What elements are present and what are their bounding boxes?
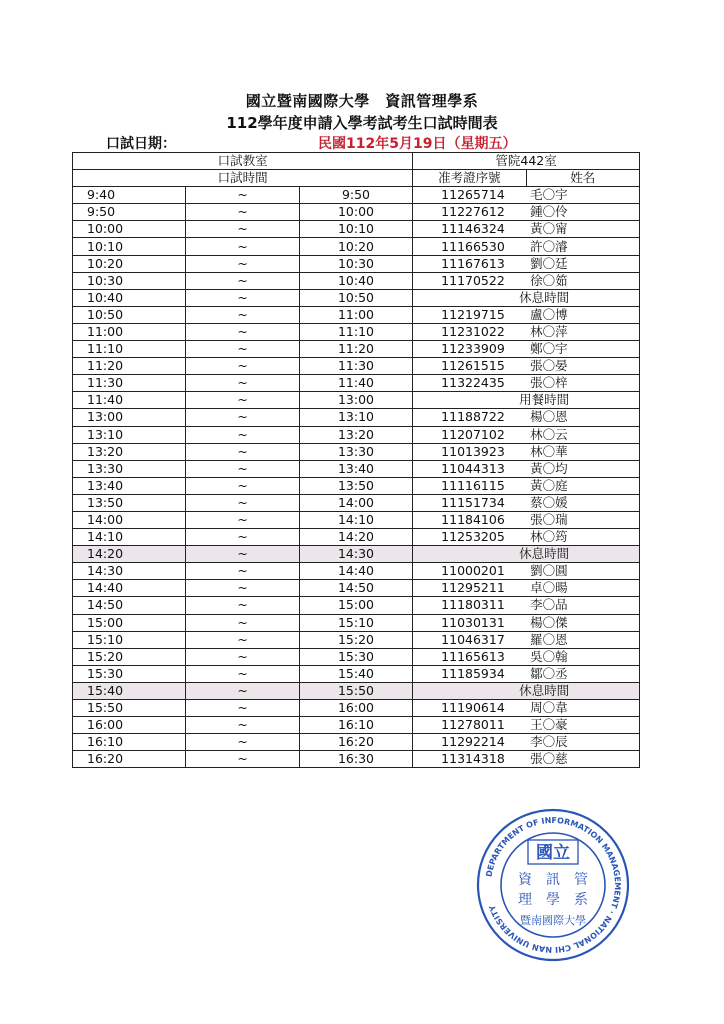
tilde-separator: ~ bbox=[186, 648, 299, 665]
break-row bbox=[73, 546, 640, 563]
tilde-separator: ~ bbox=[186, 323, 299, 340]
end-time: 11:40 bbox=[299, 375, 412, 392]
start-time: 13:20 bbox=[73, 443, 186, 460]
table-row bbox=[73, 187, 640, 204]
name-header: 姓名 bbox=[526, 170, 639, 187]
end-time: 16:20 bbox=[299, 734, 412, 751]
start-time: 13:00 bbox=[73, 409, 186, 426]
exam-id: 11180311 bbox=[413, 597, 526, 614]
tilde-separator: ~ bbox=[186, 682, 299, 699]
table-row bbox=[73, 255, 640, 272]
start-time: 14:10 bbox=[73, 529, 186, 546]
start-time: 11:00 bbox=[73, 323, 186, 340]
exam-id: 11188722 bbox=[413, 409, 526, 426]
start-time: 15:10 bbox=[73, 631, 186, 648]
exam-id: 11030131 bbox=[413, 614, 526, 631]
start-time: 14:30 bbox=[73, 563, 186, 580]
tilde-separator: ~ bbox=[186, 511, 299, 528]
exam-id: 11207102 bbox=[413, 426, 526, 443]
table-row bbox=[73, 443, 640, 460]
exam-id: 11151734 bbox=[413, 494, 526, 511]
table-row bbox=[73, 409, 640, 426]
start-time: 15:40 bbox=[73, 682, 186, 699]
candidate-name: 徐〇筎 bbox=[526, 272, 639, 289]
tilde-separator: ~ bbox=[186, 477, 299, 494]
tilde-separator: ~ bbox=[186, 597, 299, 614]
end-time: 14:00 bbox=[299, 494, 412, 511]
break-row bbox=[73, 392, 640, 409]
start-time: 10:00 bbox=[73, 221, 186, 238]
table-row bbox=[73, 494, 640, 511]
exam-id: 11231022 bbox=[413, 323, 526, 340]
start-time: 16:10 bbox=[73, 734, 186, 751]
exam-id: 11314318 bbox=[413, 751, 526, 768]
candidate-name: 鄭〇宇 bbox=[526, 341, 639, 358]
tilde-separator: ~ bbox=[186, 358, 299, 375]
end-time: 13:00 bbox=[299, 392, 412, 409]
exam-id: 11233909 bbox=[413, 341, 526, 358]
table-row bbox=[73, 700, 640, 717]
start-time: 16:20 bbox=[73, 751, 186, 768]
tilde-separator: ~ bbox=[186, 631, 299, 648]
tilde-separator: ~ bbox=[186, 700, 299, 717]
candidate-name: 蔡〇媛 bbox=[526, 494, 639, 511]
candidate-name: 楊〇傑 bbox=[526, 614, 639, 631]
tilde-separator: ~ bbox=[186, 717, 299, 734]
candidate-name: 許〇濬 bbox=[526, 238, 639, 255]
table-row bbox=[73, 511, 640, 528]
table-row bbox=[73, 631, 640, 648]
candidate-name: 楊〇恩 bbox=[526, 409, 639, 426]
stamp-line1: 國立 bbox=[536, 843, 570, 863]
candidate-name: 林〇筠 bbox=[526, 529, 639, 546]
end-time: 15:50 bbox=[299, 682, 412, 699]
start-time: 16:00 bbox=[73, 717, 186, 734]
break-row bbox=[73, 289, 640, 306]
end-time: 16:10 bbox=[299, 717, 412, 734]
end-time: 13:40 bbox=[299, 460, 412, 477]
exam-id: 11190614 bbox=[413, 700, 526, 717]
exam-id: 11170522 bbox=[413, 272, 526, 289]
start-time: 10:40 bbox=[73, 289, 186, 306]
end-time: 16:00 bbox=[299, 700, 412, 717]
document-subtitle: 112學年度申請入學考試考生口試時間表 bbox=[226, 114, 498, 132]
exam-id: 11146324 bbox=[413, 221, 526, 238]
end-time: 11:30 bbox=[299, 358, 412, 375]
room-value: 管院442室 bbox=[413, 153, 640, 170]
tilde-separator: ~ bbox=[186, 751, 299, 768]
tilde-separator: ~ bbox=[186, 375, 299, 392]
table-row bbox=[73, 341, 640, 358]
exam-id: 11167613 bbox=[413, 255, 526, 272]
end-time: 10:20 bbox=[299, 238, 412, 255]
interview-schedule-table bbox=[72, 152, 640, 768]
candidate-name: 劉〇圓 bbox=[526, 563, 639, 580]
end-time: 14:10 bbox=[299, 511, 412, 528]
break-label: 休息時間 bbox=[413, 289, 640, 306]
exam-id: 11013923 bbox=[413, 443, 526, 460]
end-time: 10:30 bbox=[299, 255, 412, 272]
table-row bbox=[73, 460, 640, 477]
exam-id: 11278011 bbox=[413, 717, 526, 734]
table-row bbox=[73, 614, 640, 631]
table-row bbox=[73, 563, 640, 580]
candidate-name: 張〇晏 bbox=[526, 358, 639, 375]
start-time: 13:30 bbox=[73, 460, 186, 477]
tilde-separator: ~ bbox=[186, 187, 299, 204]
exam-id: 11227612 bbox=[413, 204, 526, 221]
table-row bbox=[73, 665, 640, 682]
tilde-separator: ~ bbox=[186, 494, 299, 511]
start-time: 10:50 bbox=[73, 306, 186, 323]
table-row bbox=[73, 238, 640, 255]
exam-id: 11265714 bbox=[413, 187, 526, 204]
tilde-separator: ~ bbox=[186, 221, 299, 238]
start-time: 14:20 bbox=[73, 546, 186, 563]
department-seal-stamp bbox=[476, 808, 630, 962]
table-row bbox=[73, 751, 640, 768]
tilde-separator: ~ bbox=[186, 204, 299, 221]
candidate-name: 林〇云 bbox=[526, 426, 639, 443]
end-time: 15:40 bbox=[299, 665, 412, 682]
tilde-separator: ~ bbox=[186, 443, 299, 460]
candidate-name: 林〇萍 bbox=[526, 323, 639, 340]
end-time: 13:10 bbox=[299, 409, 412, 426]
exam-id: 11185934 bbox=[413, 665, 526, 682]
candidate-name: 張〇慈 bbox=[526, 751, 639, 768]
end-time: 11:20 bbox=[299, 341, 412, 358]
table-row bbox=[73, 221, 640, 238]
end-time: 14:50 bbox=[299, 580, 412, 597]
room-label: 口試教室 bbox=[73, 153, 413, 170]
start-time: 14:00 bbox=[73, 511, 186, 528]
document-title: 國立暨南國際大學 資訊管理學系 bbox=[245, 92, 479, 110]
candidate-name: 林〇華 bbox=[526, 443, 639, 460]
exam-id: 11219715 bbox=[413, 306, 526, 323]
exam-id: 11253205 bbox=[413, 529, 526, 546]
exam-id: 11184106 bbox=[413, 511, 526, 528]
exam-id: 11000201 bbox=[413, 563, 526, 580]
end-time: 14:40 bbox=[299, 563, 412, 580]
exam-date-label: 口試日期： bbox=[106, 136, 176, 152]
table-row bbox=[73, 717, 640, 734]
candidate-name: 黃〇庭 bbox=[526, 477, 639, 494]
end-time: 13:30 bbox=[299, 443, 412, 460]
start-time: 9:50 bbox=[73, 204, 186, 221]
candidate-name: 黃〇甯 bbox=[526, 221, 639, 238]
start-time: 13:10 bbox=[73, 426, 186, 443]
stamp-ring-text: DEPARTMENT OF INFORMATION MANAGEMENT · NATIONAL CHI NAN UNIVERSITY bbox=[484, 815, 623, 955]
end-time: 11:10 bbox=[299, 323, 412, 340]
candidate-name: 盧〇博 bbox=[526, 306, 639, 323]
candidate-name: 鄒〇丞 bbox=[526, 665, 639, 682]
table-row bbox=[73, 426, 640, 443]
tilde-separator: ~ bbox=[186, 272, 299, 289]
exam-id: 11166530 bbox=[413, 238, 526, 255]
end-time: 15:30 bbox=[299, 648, 412, 665]
start-time: 11:20 bbox=[73, 358, 186, 375]
table-row bbox=[73, 648, 640, 665]
break-label: 休息時間 bbox=[413, 546, 640, 563]
time-header: 口試時間 bbox=[73, 170, 413, 187]
candidate-name: 張〇梓 bbox=[526, 375, 639, 392]
start-time: 15:00 bbox=[73, 614, 186, 631]
start-time: 15:50 bbox=[73, 700, 186, 717]
end-time: 11:00 bbox=[299, 306, 412, 323]
exam-id: 11322435 bbox=[413, 375, 526, 392]
table-row bbox=[73, 529, 640, 546]
start-time: 15:30 bbox=[73, 665, 186, 682]
table-row bbox=[73, 375, 640, 392]
tilde-separator: ~ bbox=[186, 238, 299, 255]
id-header: 准考證序號 bbox=[413, 170, 526, 187]
table-row bbox=[73, 580, 640, 597]
candidate-name: 李〇辰 bbox=[526, 734, 639, 751]
start-time: 14:40 bbox=[73, 580, 186, 597]
tilde-separator: ~ bbox=[186, 426, 299, 443]
tilde-separator: ~ bbox=[186, 255, 299, 272]
tilde-separator: ~ bbox=[186, 563, 299, 580]
end-time: 15:10 bbox=[299, 614, 412, 631]
tilde-separator: ~ bbox=[186, 529, 299, 546]
candidate-name: 鍾〇伶 bbox=[526, 204, 639, 221]
table-row bbox=[73, 272, 640, 289]
candidate-name: 周〇韋 bbox=[526, 700, 639, 717]
stamp-line4: 暨南國際大學 bbox=[520, 914, 586, 927]
candidate-name: 黃〇均 bbox=[526, 460, 639, 477]
table-row bbox=[73, 204, 640, 221]
candidate-name: 王〇豪 bbox=[526, 717, 639, 734]
start-time: 10:30 bbox=[73, 272, 186, 289]
room-row bbox=[73, 153, 640, 170]
tilde-separator: ~ bbox=[186, 546, 299, 563]
tilde-separator: ~ bbox=[186, 460, 299, 477]
exam-id: 11165613 bbox=[413, 648, 526, 665]
end-time: 9:50 bbox=[299, 187, 412, 204]
table-row bbox=[73, 358, 640, 375]
stamp-line3: 理 學 系 bbox=[518, 892, 588, 908]
exam-id: 11046317 bbox=[413, 631, 526, 648]
exam-id: 11261515 bbox=[413, 358, 526, 375]
start-time: 14:50 bbox=[73, 597, 186, 614]
start-time: 11:30 bbox=[73, 375, 186, 392]
start-time: 10:20 bbox=[73, 255, 186, 272]
table-row bbox=[73, 323, 640, 340]
tilde-separator: ~ bbox=[186, 614, 299, 631]
end-time: 10:40 bbox=[299, 272, 412, 289]
tilde-separator: ~ bbox=[186, 306, 299, 323]
end-time: 13:50 bbox=[299, 477, 412, 494]
tilde-separator: ~ bbox=[186, 341, 299, 358]
tilde-separator: ~ bbox=[186, 580, 299, 597]
end-time: 14:30 bbox=[299, 546, 412, 563]
end-time: 10:10 bbox=[299, 221, 412, 238]
exam-id: 11295211 bbox=[413, 580, 526, 597]
table-row bbox=[73, 734, 640, 751]
exam-date-value: 民國112年5月19日（星期五） bbox=[318, 136, 517, 152]
end-time: 14:20 bbox=[299, 529, 412, 546]
candidate-name: 羅〇恩 bbox=[526, 631, 639, 648]
start-time: 13:50 bbox=[73, 494, 186, 511]
end-time: 13:20 bbox=[299, 426, 412, 443]
exam-id: 11044313 bbox=[413, 460, 526, 477]
break-label: 休息時間 bbox=[413, 682, 640, 699]
start-time: 11:40 bbox=[73, 392, 186, 409]
column-header-row bbox=[73, 170, 640, 187]
table-row bbox=[73, 597, 640, 614]
tilde-separator: ~ bbox=[186, 392, 299, 409]
tilde-separator: ~ bbox=[186, 734, 299, 751]
stamp-line2: 資 訊 管 bbox=[518, 872, 588, 888]
end-time: 16:30 bbox=[299, 751, 412, 768]
end-time: 10:00 bbox=[299, 204, 412, 221]
start-time: 10:10 bbox=[73, 238, 186, 255]
start-time: 13:40 bbox=[73, 477, 186, 494]
start-time: 9:40 bbox=[73, 187, 186, 204]
exam-id: 11292214 bbox=[413, 734, 526, 751]
start-time: 11:10 bbox=[73, 341, 186, 358]
start-time: 15:20 bbox=[73, 648, 186, 665]
exam-id: 11116115 bbox=[413, 477, 526, 494]
candidate-name: 李〇品 bbox=[526, 597, 639, 614]
candidate-name: 毛〇宇 bbox=[526, 187, 639, 204]
end-time: 15:20 bbox=[299, 631, 412, 648]
tilde-separator: ~ bbox=[186, 665, 299, 682]
end-time: 15:00 bbox=[299, 597, 412, 614]
candidate-name: 吳〇翰 bbox=[526, 648, 639, 665]
candidate-name: 劉〇廷 bbox=[526, 255, 639, 272]
tilde-separator: ~ bbox=[186, 289, 299, 306]
break-row bbox=[73, 682, 640, 699]
end-time: 10:50 bbox=[299, 289, 412, 306]
candidate-name: 張〇瑞 bbox=[526, 511, 639, 528]
candidate-name: 卓〇暘 bbox=[526, 580, 639, 597]
table-row bbox=[73, 477, 640, 494]
break-label: 用餐時間 bbox=[413, 392, 640, 409]
table-row bbox=[73, 306, 640, 323]
tilde-separator: ~ bbox=[186, 409, 299, 426]
